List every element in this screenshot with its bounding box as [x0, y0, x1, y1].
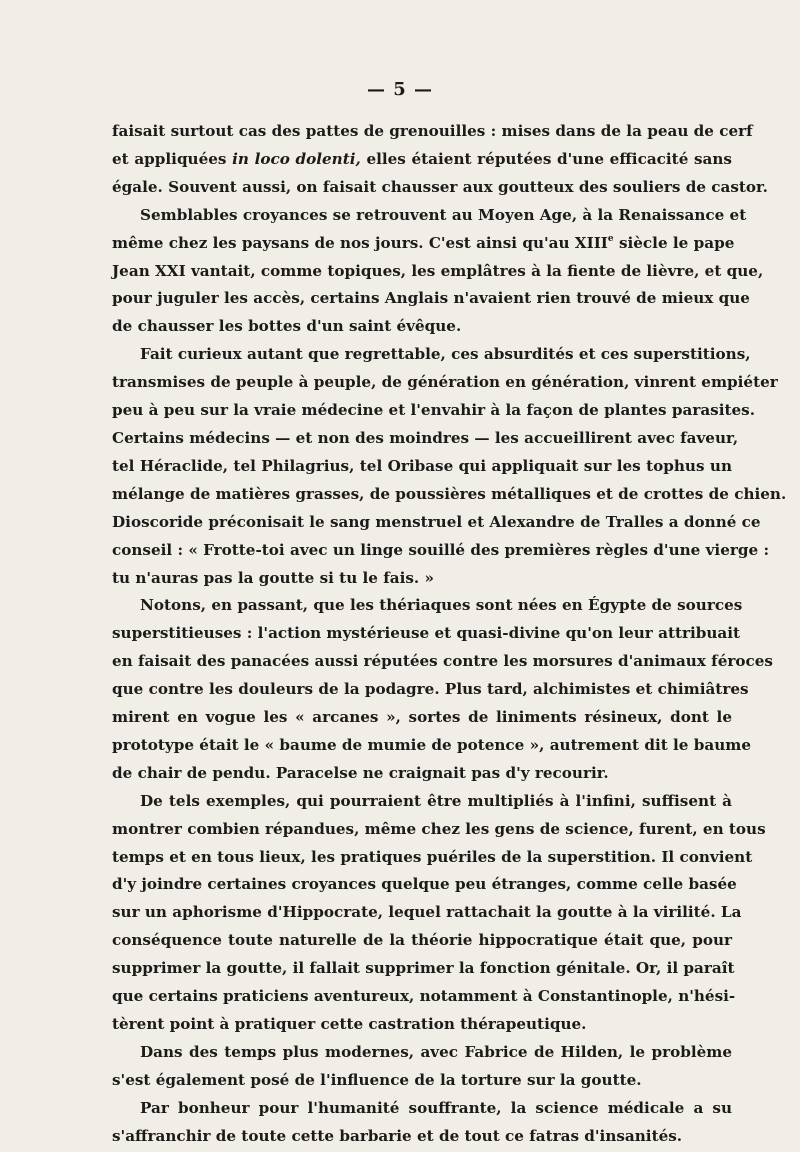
paragraph	[112, 202, 764, 342]
paragraph	[112, 1039, 732, 1095]
text-line: temps et en tous lieux, les pratiques puériles de la superstition. Il convient	[112, 847, 753, 866]
text-line: que certains praticiens aventureux, notamment à Constantinople, n'hési-	[112, 987, 736, 1006]
text-line: s'affranchir de toute cette barbarie et de tout ce fatras d'insanités.	[112, 1126, 683, 1145]
paragraph	[112, 788, 766, 1039]
text-line: d'y joindre certaines croyances quelque peu étranges, comme celle basée	[112, 875, 737, 894]
text-line: Semblables croyances se retrouvent au Moyen Age, à la Renaissance et	[140, 205, 747, 224]
paragraph	[112, 1095, 732, 1151]
paragraph	[112, 118, 768, 202]
text-line: mélange de matières grasses, de poussières métalliques et de crottes de chien.	[112, 484, 787, 503]
text-line: Certains médecins — et non des moindres — les accueillirent avec faveur,	[112, 428, 739, 447]
text-line: et appliquées in loco dolenti, elles étaient réputées d'une efficacité sans	[112, 149, 732, 168]
text-line: que contre les douleurs de la podagre. Plus tard, alchimistes et chimiâtres	[112, 680, 749, 699]
text-line: sur un aphorisme d'Hippocrate, lequel rattachait la goutte à la virilité. La	[112, 903, 742, 922]
text-line: faisait surtout cas des pattes de grenouilles : mises dans de la peau de cerf	[112, 122, 753, 140]
text-line: pour juguler les accès, certains Anglais n'avaient rien trouvé de mieux que	[112, 289, 750, 308]
text-line: Dioscoride préconisait le sang menstruel et Alexandre de Tralles a donné ce	[112, 512, 761, 531]
text-line: conséquence toute naturelle de la théorie hippocratique était que, pour	[112, 931, 732, 950]
text-line: Par bonheur pour l'humanité souffrante, la science médicale a su	[140, 1098, 732, 1117]
body-text	[112, 118, 787, 1151]
text-line: peu à peu sur la vraie médecine et l'envahir à la façon de plantes parasites.	[112, 401, 755, 420]
text-line: Notons, en passant, que les thériaques sont nées en Égypte de sources	[140, 596, 743, 615]
text-line: même chez les paysans de nos jours. C'est ainsi qu'au XIIIe siècle le pape	[112, 233, 735, 252]
text-line: de chair de pendu. Paracelse ne craignait pas d'y recourir.	[112, 763, 609, 782]
text-line: prototype était le « baume de mumie de potence », autrement dit le baume	[112, 735, 751, 754]
text-line: égale. Souvent aussi, on faisait chausser aux goutteux des souliers de castor.	[112, 177, 768, 196]
text-line: Dans des temps plus modernes, avec Fabrice de Hilden, le problème	[140, 1042, 732, 1061]
text-line: transmises de peuple à peuple, de génération en génération, vinrent empiéter	[112, 373, 778, 392]
text-line: montrer combien répandues, même chez les gens de science, furent, en tous	[112, 819, 766, 838]
text-line: de chausser les bottes d'un saint évêque.	[112, 317, 462, 336]
text-line: s'est également posé de l'influence de la torture sur la goutte.	[112, 1070, 642, 1089]
text-line: superstitieuses : l'action mystérieuse et quasi-divine qu'on leur attribuait	[112, 624, 741, 643]
text-line: supprimer la goutte, il fallait supprimer la fonction génitale. Or, il paraît	[112, 959, 735, 978]
text-line: mirent en vogue les « arcanes », sortes de liniments résineux, dont le	[112, 708, 732, 727]
text-line: Jean XXI vantait, comme topiques, les emplâtres à la fiente de lièvre, et que,	[112, 261, 764, 280]
text-line: conseil : « Frotte-toi avec un linge souillé des premières règles d'une vierge :	[112, 540, 770, 559]
text-line: Fait curieux autant que regrettable, ces absurdités et ces superstitions,	[140, 345, 751, 364]
text-line: tel Héraclide, tel Philagrius, tel Oribase qui appliquait sur les tophus un	[112, 456, 732, 475]
text-line: tu n'auras pas la goutte si tu le fais. »	[112, 568, 435, 587]
paragraph	[112, 341, 787, 592]
text-line: en faisait des panacées aussi réputées contre les morsures d'animaux féroces	[112, 652, 773, 671]
page-number: — 5 —	[366, 79, 434, 100]
text-line: De tels exemples, qui pourraient être multipliés à l'infini, suffisent à	[140, 791, 732, 810]
paragraph	[112, 592, 773, 787]
text-line: tèrent point à pratiquer cette castration thérapeutique.	[112, 1015, 587, 1033]
